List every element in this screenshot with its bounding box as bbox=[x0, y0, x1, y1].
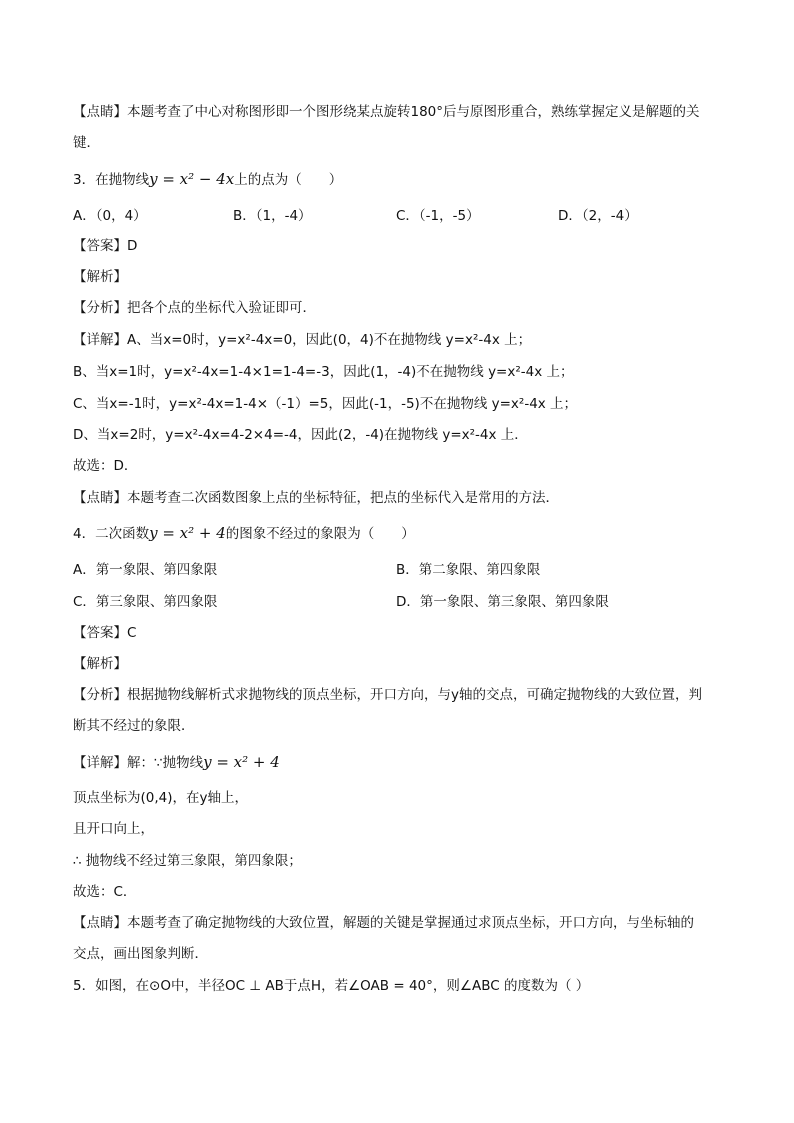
q4-suffix: 的图象不经过的象限为（ ） bbox=[225, 526, 415, 542]
q4-detail-3: 且开口向上， bbox=[73, 821, 154, 837]
q4-analysis-heading: 【解析】 bbox=[73, 656, 127, 672]
q4-choice: 故选：C． bbox=[73, 884, 137, 900]
q3-detail-c: C、当x=-1时，y=x²-4x=1-4×（-1）=5，因此(-1，-5)不在抛物线 y=x²-4x 上； bbox=[73, 396, 578, 412]
question-5: 5．如图，在⊙O中，半径OC ⊥ AB于点H，若∠OAB = 40°，则∠ABC 的度数为（ ） bbox=[73, 978, 590, 994]
q4-analysis-line2: 断其不经过的象限． bbox=[73, 718, 195, 734]
q3-prefix: 3．在抛物线 bbox=[73, 172, 150, 188]
q4-option-b: B．第二象限、第四象限 bbox=[396, 562, 541, 578]
q4-analysis-line1: 【分析】根据抛物线解析式求抛物线的顶点坐标，开口方向，与y轴的交点，可确定抛物线的大致位置，判 bbox=[73, 687, 702, 703]
q3-detail-a: 【详解】A、当x=0时，y=x²-4x=0，因此(0，4)不在抛物线 y=x²-4x 上； bbox=[73, 332, 532, 348]
q2-note-line1: 【点睛】本题考查了中心对称图形即一个图形绕某点旋转180°后与原图形重合，熟练掌握定义是解题的关 bbox=[73, 104, 700, 120]
q2-note-line2: 键． bbox=[73, 135, 100, 151]
q3-option-a: A．（0，4） bbox=[73, 208, 147, 224]
q3-option-b: B．（1，-4） bbox=[233, 208, 312, 224]
question-3 bbox=[73, 170, 342, 189]
q3-answer: 【答案】D bbox=[73, 238, 138, 254]
q3-suffix: 上的点为（ ） bbox=[234, 172, 343, 188]
q4-comment-line2: 交点，画出图象判断． bbox=[73, 946, 208, 962]
q3-comment: 【点睛】本题考查二次函数图象上点的坐标特征，把点的坐标代入是常用的方法． bbox=[73, 490, 559, 506]
q3-analysis-heading: 【解析】 bbox=[73, 269, 127, 285]
q4-option-a: A．第一象限、第四象限 bbox=[73, 562, 218, 578]
q3-choice: 故选：D． bbox=[73, 458, 138, 474]
q3-option-d: D．（2，-4） bbox=[558, 208, 638, 224]
q3-option-c: C．（-1，-5） bbox=[396, 208, 480, 224]
q4-option-c: C．第三象限、第四象限 bbox=[73, 594, 218, 610]
q4-equation: y = x² + 4 bbox=[149, 524, 226, 542]
q4-prefix: 4．二次函数 bbox=[73, 526, 150, 542]
q4-option-d: D．第一象限、第三象限、第四象限 bbox=[396, 594, 609, 610]
question-4 bbox=[73, 524, 415, 543]
q4-comment-line1: 【点睛】本题考查了确定抛物线的大致位置，解题的关键是掌握通过求顶点坐标，开口方向，与坐标轴的 bbox=[73, 915, 694, 931]
q3-detail-d: D、当x=2时，y=x²-4x=4-2×4=-4，因此(2，-4)在抛物线 y=x²-4x 上． bbox=[73, 427, 528, 443]
q4-answer: 【答案】C bbox=[73, 625, 137, 641]
q3-detail-b: B、当x=1时，y=x²-4x=1-4×1=1-4=-3，因此(1，-4)不在抛物线 y=x²-4x 上； bbox=[73, 364, 574, 380]
q4-detail-1 bbox=[73, 753, 280, 772]
q4-detail-equation: y = x² + 4 bbox=[203, 753, 280, 771]
q4-detail-prefix: 【详解】解：∵抛物线 bbox=[73, 755, 204, 771]
q3-analysis: 【分析】把各个点的坐标代入验证即可． bbox=[73, 300, 316, 316]
q4-detail-4: ∴ 抛物线不经过第三象限，第四象限； bbox=[73, 853, 302, 869]
q4-detail-2: 顶点坐标为(0,4)，在y轴上， bbox=[73, 790, 248, 806]
q3-equation: y = x² − 4x bbox=[149, 170, 235, 188]
